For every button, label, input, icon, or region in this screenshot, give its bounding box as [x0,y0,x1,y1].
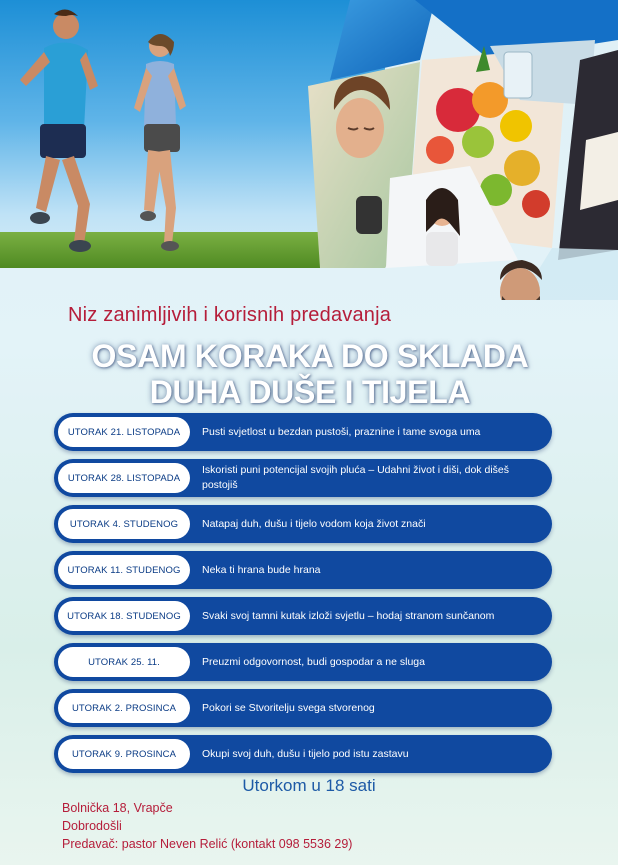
title-line-1: OSAM KORAKA DO SKLADA [91,338,529,374]
female-runner-figure [126,28,196,258]
schedule-row [54,413,552,451]
date-pill: UTORAK 2. PROSINCA [58,693,190,723]
schedule-row [54,505,552,543]
schedule-row [54,689,552,727]
date-pill: UTORAK 4. STUDENOG [58,509,190,539]
date-pill: UTORAK 21. LISTOPADA [58,417,190,447]
schedule-row [54,459,552,497]
lecture-topic: Iskoristi puni potencijal svojih pluća – Udahni život i diši, dok dišeš postojiš [202,464,509,491]
photo-collage [0,0,618,300]
title-line-2: DUHA DUŠE I TIJELA [149,374,471,410]
page-title [40,338,580,410]
date-pill: UTORAK 9. PROSINCA [58,739,190,769]
schedule-row [54,597,552,635]
lecture-topic: Preuzmi odgovornost, budi gospodar a ne sluga [202,655,425,668]
series-subtitle: Niz zanimljivih i korisnih predavanja [68,304,392,326]
schedule-row [54,643,552,681]
date-pill: UTORAK 28. LISTOPADA [58,463,190,493]
welcome-text: Dobrodošli [62,819,122,833]
date-pill: UTORAK 25. 11. [58,647,190,677]
schedule-row [54,735,552,773]
lecture-topic: Pusti svjetlost u bezdan pustoši, praznine i tame svoga uma [202,425,481,438]
date-pill: UTORAK 11. STUDENOG [58,555,190,585]
lecture-topic: Neka ti hrana bude hrana [202,563,321,576]
lecture-topic: Svaki svoj tamni kutak izloži svjetlu – hodaj stranom sunčanom [202,609,495,622]
lecture-topic: Natapaj duh, dušu i tijelo vodom koja život znači [202,517,426,530]
male-runner-figure [14,6,104,262]
lecture-topic: Pokori se Stvoritelju svega stvorenog [202,701,375,714]
schedule-row [54,551,552,589]
collage-shapes [290,0,618,300]
lecture-time: Utorkom u 18 sati [242,776,376,795]
speaker-contact: Predavač: pastor Neven Relić (kontakt 098 5536 29) [62,837,353,851]
address: Bolnička 18, Vrapče [62,801,173,815]
date-pill: UTORAK 18. STUDENOG [58,601,190,631]
lecture-topic: Okupi svoj duh, dušu i tijelo pod istu zastavu [202,747,409,760]
